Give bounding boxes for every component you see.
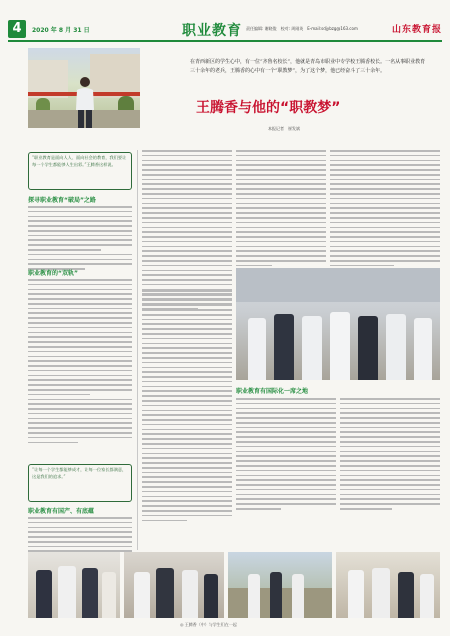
header-rule xyxy=(8,40,442,42)
text-column xyxy=(236,398,336,513)
bottom-photo-3 xyxy=(228,552,332,618)
subheading: 探寻职业教育“破局”之路 xyxy=(28,197,96,204)
page-number: 4 xyxy=(8,20,26,38)
text-column xyxy=(28,206,132,273)
group-photo xyxy=(236,268,440,380)
text-column xyxy=(236,150,326,270)
article-headline: 王腾香与他的“职教梦” xyxy=(196,100,341,116)
photo-caption: ◎ 王腾香（中）与学生们在一起 xyxy=(180,622,237,627)
text-column xyxy=(330,150,440,270)
editor-info: 责任编辑: 谢晓俊 校对: 周刚英 E-mail:sdjybzg@163.com xyxy=(246,26,358,31)
column-divider xyxy=(137,150,138,550)
text-column xyxy=(340,398,440,513)
text-column xyxy=(142,290,232,524)
subheading: 职业教育有国际化一席之地 xyxy=(236,388,309,395)
text-column xyxy=(142,150,232,313)
person-figure xyxy=(74,76,96,128)
bottom-photo-2 xyxy=(124,552,224,618)
lead-paragraph: 在青西新区的学生心中，有一位“齐鲁名校长”，他就是青岛市职业中专学校王腾香校长。一名从事职业教育三十余年的老兵，王腾香的心中有一个“职教梦”，为了这个梦，他已经奋斗了三十余年。 xyxy=(190,59,426,74)
portrait-photo xyxy=(28,48,140,128)
bottom-photo-1 xyxy=(28,552,120,618)
text-column xyxy=(28,279,132,446)
paper-logo: 山东教育报 xyxy=(392,25,443,35)
byline: 本报记者 崔发斌 xyxy=(268,126,300,131)
bottom-photo-4 xyxy=(336,552,440,618)
pull-quote: “职业教育是面向人人、面向社会的教育，我们要让每一个学生都能够人生出彩。”王腾香这样说。 xyxy=(28,152,132,190)
pull-quote: “让每一个学生都能够成才，让每一位家长都满意，这是我们的追求。” xyxy=(28,464,132,502)
subheading: 职业教育的“双轨” xyxy=(28,270,78,277)
section-title: 职业教育 xyxy=(182,23,242,39)
subheading: 职业教育有国产、有底蕴 xyxy=(28,508,95,515)
issue-date: 2020 年 8 月 31 日 xyxy=(32,27,90,34)
